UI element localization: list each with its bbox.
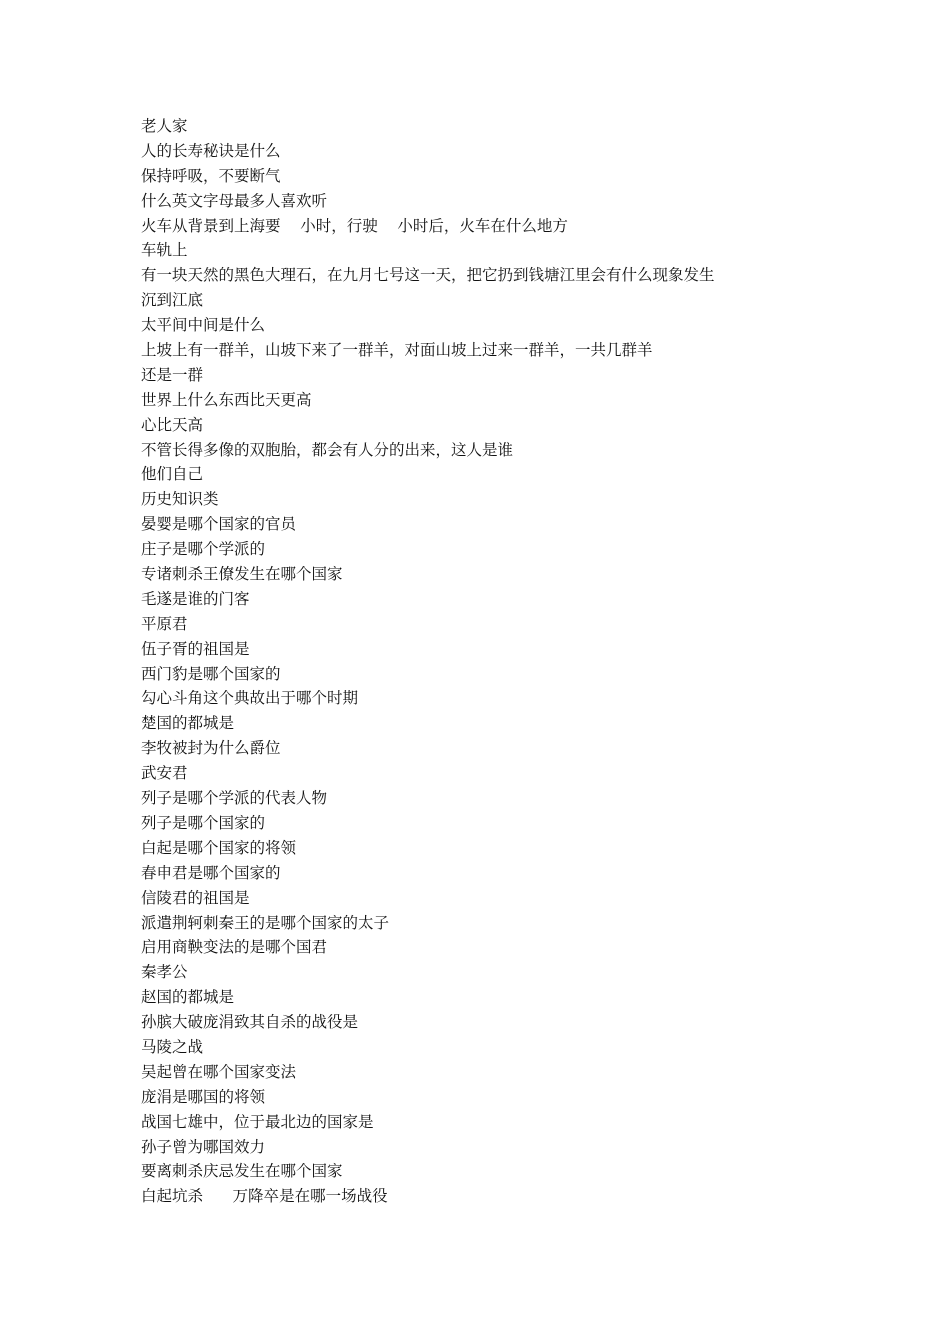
text-line: 战国七雄中，位于最北边的国家是 (141, 1112, 374, 1131)
text-line: 派遣荆轲刺秦王的是哪个国家的太子 (141, 913, 390, 932)
text-line: 吴起曾在哪个国家变法 (141, 1062, 297, 1081)
text-line: 启用商鞅变法的是哪个国君 (141, 938, 328, 957)
text-line: 车轨上 (141, 241, 188, 260)
text-line: 沉到江底 (141, 291, 204, 310)
text-line: 楚国的都城是 (141, 714, 235, 733)
text-line: 什么英文字母最多人喜欢听 (141, 191, 328, 210)
text-line: 列子是哪个国家的 (141, 813, 266, 832)
text-line: 有一块天然的黑色大理石，在九月七号这一天，把它扔到钱塘江里会有什么现象发生 (141, 266, 715, 285)
text-line: 庞涓是哪国的将领 (141, 1087, 266, 1106)
text-line: 他们自己 (141, 465, 204, 484)
text-line: 世界上什么东西比天更高 (141, 390, 312, 409)
text-line: 白起坑杀 万降卒是在哪一场战役 (141, 1187, 388, 1206)
text-line: 庄子是哪个学派的 (141, 540, 266, 559)
text-line: 伍子胥的祖国是 (141, 639, 250, 658)
text-line: 信陵君的祖国是 (141, 888, 250, 907)
text-line: 孙膑大破庞涓致其自杀的战役是 (141, 1013, 359, 1032)
text-line: 人的长寿秘诀是什么 (141, 141, 281, 160)
text-line: 白起是哪个国家的将领 (141, 838, 297, 857)
text-line: 孙子曾为哪国效力 (141, 1137, 266, 1156)
text-line: 上坡上有一群羊，山坡下来了一群羊，对面山坡上过来一群羊，一共几群羊 (141, 341, 653, 360)
text-line: 西门豹是哪个国家的 (141, 664, 281, 683)
text-line: 秦孝公 (141, 963, 188, 982)
text-line: 武安君 (141, 764, 188, 783)
text-line: 李牧被封为什么爵位 (141, 739, 281, 758)
text-line: 平原君 (141, 614, 188, 633)
text-line: 火车从背景到上海要 小时，行驶 小时后，火车在什么地方 (141, 216, 568, 235)
document-text (141, 114, 901, 1209)
text-line: 勾心斗角这个典故出于哪个时期 (141, 689, 359, 708)
text-line: 还是一群 (141, 365, 204, 384)
text-line: 太平间中间是什么 (141, 316, 266, 335)
text-line: 保持呼吸，不要断气 (141, 166, 281, 185)
text-line: 列子是哪个学派的代表人物 (141, 789, 328, 808)
text-line: 春申君是哪个国家的 (141, 863, 281, 882)
text-line: 赵国的都城是 (141, 988, 235, 1007)
text-line: 马陵之战 (141, 1037, 204, 1056)
text-line: 专诸刺杀王僚发生在哪个国家 (141, 565, 343, 584)
text-line: 不管长得多像的双胞胎，都会有人分的出来，这人是谁 (141, 440, 514, 459)
section-heading: 历史知识类 (141, 490, 219, 509)
text-line: 老人家 (141, 117, 188, 135)
text-line: 要离刺杀庆忌发生在哪个国家 (141, 1162, 343, 1181)
text-line: 晏婴是哪个国家的官员 (141, 515, 297, 534)
text-line: 心比天高 (141, 415, 204, 434)
text-line: 毛遂是谁的门客 (141, 589, 250, 608)
